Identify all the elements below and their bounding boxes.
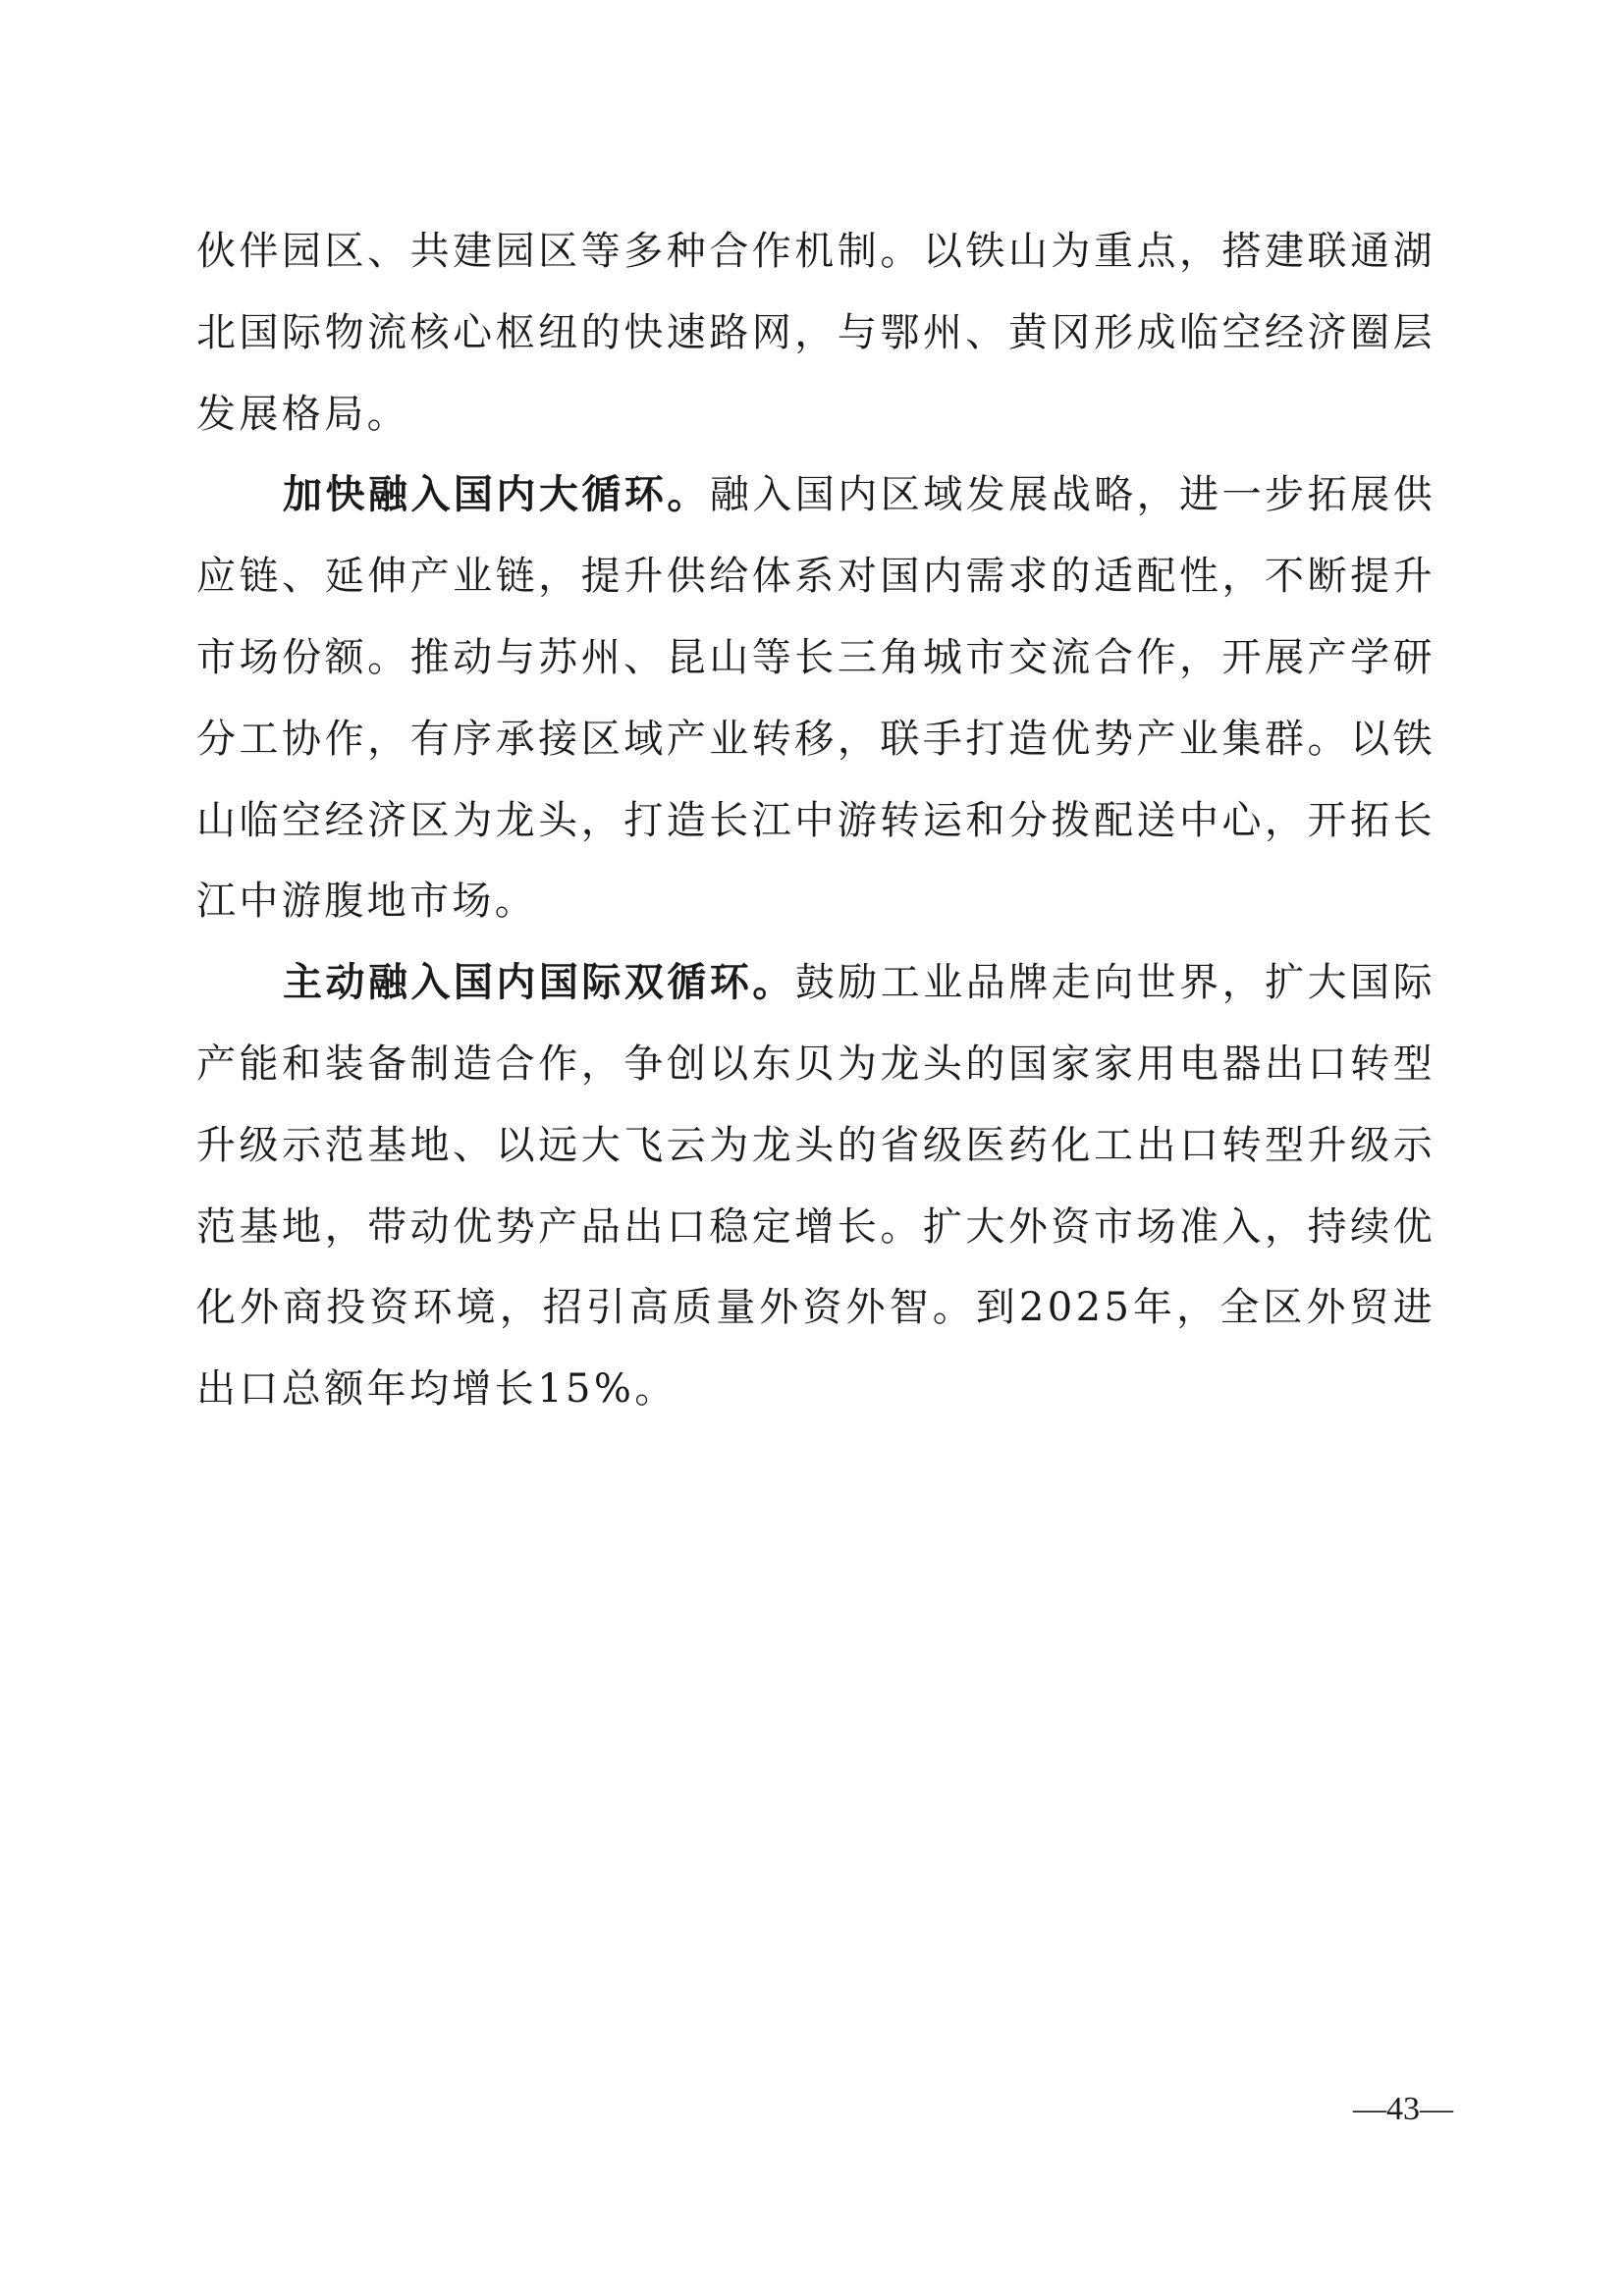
paragraph-continuation xyxy=(196,211,1435,454)
page-body xyxy=(196,211,1435,1430)
page-number: —43— xyxy=(1353,2091,1453,2127)
paragraph-text: 伙伴园区、共建园区等多种合作机制。以铁山为重点，搭建联通湖北国际物流核心枢纽的快速路网，与鄂州、黄冈形成临空经济圈层发展格局。 xyxy=(196,229,1435,437)
paragraph-dual-cycle xyxy=(196,942,1435,1430)
paragraph-text: 融入国内区域发展战略，进一步拓展供应链、延伸产业链，提升供给体系对国内需求的适配性，不断提升市场份额。推动与苏州、昆山等长三角城市交流合作，开展产学研分工协作，有序承接区域产业转移，联手打造优势产业集群。以铁山临空经济区为龙头，打造长江中游转运和分拨配送中心，开拓长江中游腹地市场。 xyxy=(196,472,1435,925)
paragraph-heading: 加快融入国内大循环。 xyxy=(283,471,710,518)
paragraph-text: 鼓励工业品牌走向世界，扩大国际产能和装备制造合作，争创以东贝为龙头的国家家用电器出口转型升级示范基地、以远大飞云为龙头的省级医药化工出口转型升级示范基地，带动优势产品出口稳定增长。扩大外资市场准入，持续优化外商投资环境，招引高质量外资外智。到2025年，全区外贸进出口总额年均增长15%。 xyxy=(196,960,1435,1413)
paragraph-domestic-cycle xyxy=(196,454,1435,942)
paragraph-heading: 主动融入国内国际双循环。 xyxy=(283,959,795,1006)
